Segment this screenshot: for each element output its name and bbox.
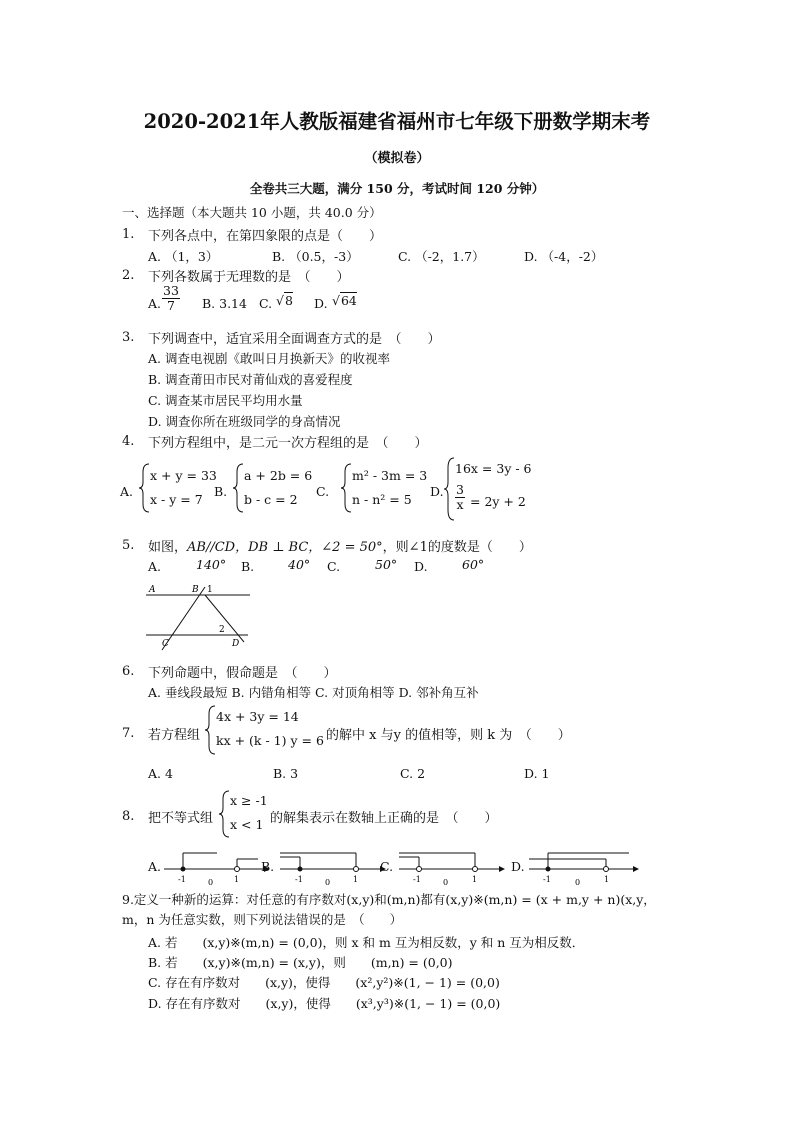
option-c: C. （-2，1.7）	[398, 249, 485, 264]
option-a-label: A.	[148, 296, 162, 311]
question-number: 4.	[122, 434, 135, 449]
option-c: C. 2	[400, 766, 426, 781]
system-a-eq2: x - y = 7	[150, 492, 203, 507]
radicand: 8	[284, 293, 293, 308]
option-b: B. 若 (x,y)※(m,n) = (x,y)，则 (m,n) = (0,0)	[148, 955, 453, 970]
option-a-label: A.	[120, 484, 134, 499]
number-line-c	[395, 844, 505, 888]
option-c-label: C.	[259, 296, 273, 311]
system-eq2: kx + (k - 1) y = 6	[216, 733, 324, 748]
tick-label: 0	[325, 878, 331, 887]
option-b-label: B.	[241, 559, 255, 574]
option-b: B. 3.14	[202, 296, 247, 311]
tick-label: 1	[353, 875, 359, 884]
system-a-eq1: x + y = 33	[150, 468, 217, 483]
question-number: 6.	[122, 664, 135, 679]
question-stem-line2: m，n 为任意实数，则下列说法错误的是 （ ）	[122, 912, 403, 927]
system-d-eq1: 16x = 3y - 6	[455, 461, 532, 476]
question-number: 3.	[122, 330, 135, 345]
inequality-2: x < 1	[230, 817, 264, 832]
question-stem: 下列方程组中，是二元一次方程组的是 （ ）	[148, 436, 428, 451]
option-d: D. 1	[524, 766, 550, 781]
fraction-denominator: 7	[166, 297, 175, 313]
radicand: 64	[340, 293, 357, 308]
question-stem: 下列各点中，在第四象限的点是（ ）	[148, 229, 383, 244]
option-d-radical: √64	[332, 293, 357, 308]
option-a-value: 140°	[196, 557, 227, 572]
tick-label: -1	[178, 875, 186, 884]
label-b: B	[192, 585, 199, 595]
option-a: A. 4	[148, 766, 173, 781]
option-c-value: 50°	[375, 557, 398, 572]
option-a: A. 若 (x,y)※(m,n) = (0,0)，则 x 和 m 互为相反数，y 和 n 互为相反数．	[148, 935, 585, 950]
stem-post: 的解中 x 与y 的值相等，则 k 为 （ ）	[326, 728, 571, 743]
fraction-numerator: 3	[456, 482, 464, 497]
option-b: B. （0.5，-3）	[272, 249, 359, 264]
stem-math: AB//CD，DB ⊥ BC，∠2 = 50°	[187, 540, 383, 555]
option-c: C. 调查某市居民平均用水量	[148, 393, 303, 408]
option-b-label: B.	[261, 859, 275, 874]
tick-label: 0	[208, 878, 214, 887]
option-d-label: D.	[430, 484, 444, 499]
stem-pre: 如图，	[148, 540, 188, 555]
system-b-eq1: a + 2b = 6	[244, 468, 313, 483]
system-d-fraction	[455, 483, 465, 512]
question-number: 2.	[122, 268, 135, 283]
tick-label: 1	[604, 875, 610, 884]
inequality-1: x ≥ -1	[230, 793, 268, 808]
label-angle-1: 1	[207, 585, 213, 595]
tick-label: 1	[472, 875, 478, 884]
option-d-label: D.	[414, 559, 428, 574]
option-b-value: 40°	[288, 557, 311, 572]
option-a-fraction	[162, 284, 180, 313]
option-d: D. 存在有序数对 (x,y)，使得 (x³,y³)※(1, − 1) = (0,0)	[148, 996, 501, 1011]
label-c: C	[162, 639, 169, 649]
exam-note: 全卷共三大题，满分 150 分，考试时间 120 分钟）	[249, 181, 545, 196]
option-d: D. （-4，-2）	[524, 249, 604, 264]
fraction-denominator: x	[456, 496, 464, 512]
question-stem: 下列命题中，假命题是 （ ）	[148, 666, 337, 681]
number-line-d	[525, 844, 640, 888]
tick-label: -1	[413, 875, 421, 884]
system-c-eq1: m² - 3m = 3	[352, 468, 428, 483]
question-number: 5.	[122, 538, 135, 553]
option-a-label: A.	[148, 859, 162, 874]
option-c-label: C.	[316, 484, 330, 499]
system-eq1: 4x + 3y = 14	[216, 709, 299, 724]
fraction-numerator: 33	[163, 283, 179, 298]
label-a: A	[149, 585, 156, 595]
option-c-label: C.	[327, 559, 341, 574]
option-c: C. 存在有序数对 (x,y)，使得 (x²,y²)※(1, − 1) = (0,0)	[148, 975, 500, 990]
option-b: B. 调查莆田市民对莆仙戏的喜爱程度	[148, 372, 353, 387]
tick-label: 0	[443, 878, 449, 887]
option-a: A. （1，3）	[148, 249, 219, 264]
tick-label: -1	[543, 875, 551, 884]
section-heading: 一、选择题（本大题共 10 小题，共 40.0 分）	[122, 205, 382, 220]
question-number: 8.	[122, 809, 135, 824]
question-stem	[148, 536, 532, 555]
question-stem: 下列调查中，适宜采用全面调查方式的是 （ ）	[148, 332, 441, 347]
system-d-eq2-rest: = 2y + 2	[470, 494, 526, 509]
option-d: D. 调查你所在班级同学的身高情况	[148, 414, 341, 429]
stem-post: 的解集表示在数轴上正确的是 （ ）	[270, 811, 498, 826]
tick-label: 0	[575, 878, 581, 887]
parallel-lines-figure	[140, 582, 255, 652]
stem-pre: 把不等式组	[148, 811, 214, 826]
option-b-label: B.	[214, 484, 228, 499]
option-c-label: C.	[380, 859, 394, 874]
number-line-a	[160, 844, 270, 888]
stem-pre: 若方程组	[148, 728, 201, 743]
stem-post: ，则∠1的度数是（ ）	[382, 540, 532, 555]
system-b-eq2: b - c = 2	[244, 492, 298, 507]
options-line: A. 垂线段最短 B. 内错角相等 C. 对顶角相等 D. 邻补角互补	[148, 685, 479, 700]
tick-label: -1	[295, 875, 303, 884]
option-d-value: 60°	[462, 557, 485, 572]
option-c-radical: √8	[276, 293, 293, 308]
option-a-label: A.	[148, 559, 162, 574]
question-number: 7.	[122, 726, 135, 741]
option-d-label: D.	[511, 859, 525, 874]
option-a: A. 调查电视剧《敢叫日月换新天》的收视率	[148, 351, 390, 366]
question-stem-line1: 9.定义一种新的运算：对任意的有序数对(x,y)和(m,n)都有(x,y)※(m,n) = (x + m,y + n)(x,y，	[122, 892, 656, 907]
tick-label: 1	[234, 875, 240, 884]
question-stem: 下列各数属于无理数的是 （ ）	[148, 270, 350, 285]
option-d-label: D.	[314, 296, 328, 311]
exam-title: 2020-2021年人教版福建省福州市七年级下册数学期末考	[143, 110, 651, 133]
option-b: B. 3	[273, 766, 299, 781]
label-angle-2: 2	[219, 625, 225, 635]
exam-subtitle: （模拟卷）	[364, 151, 430, 166]
label-d: D	[232, 639, 240, 649]
system-c-eq2: n - n² = 5	[352, 492, 412, 507]
number-line-b	[276, 844, 386, 888]
question-number: 1.	[122, 227, 135, 242]
